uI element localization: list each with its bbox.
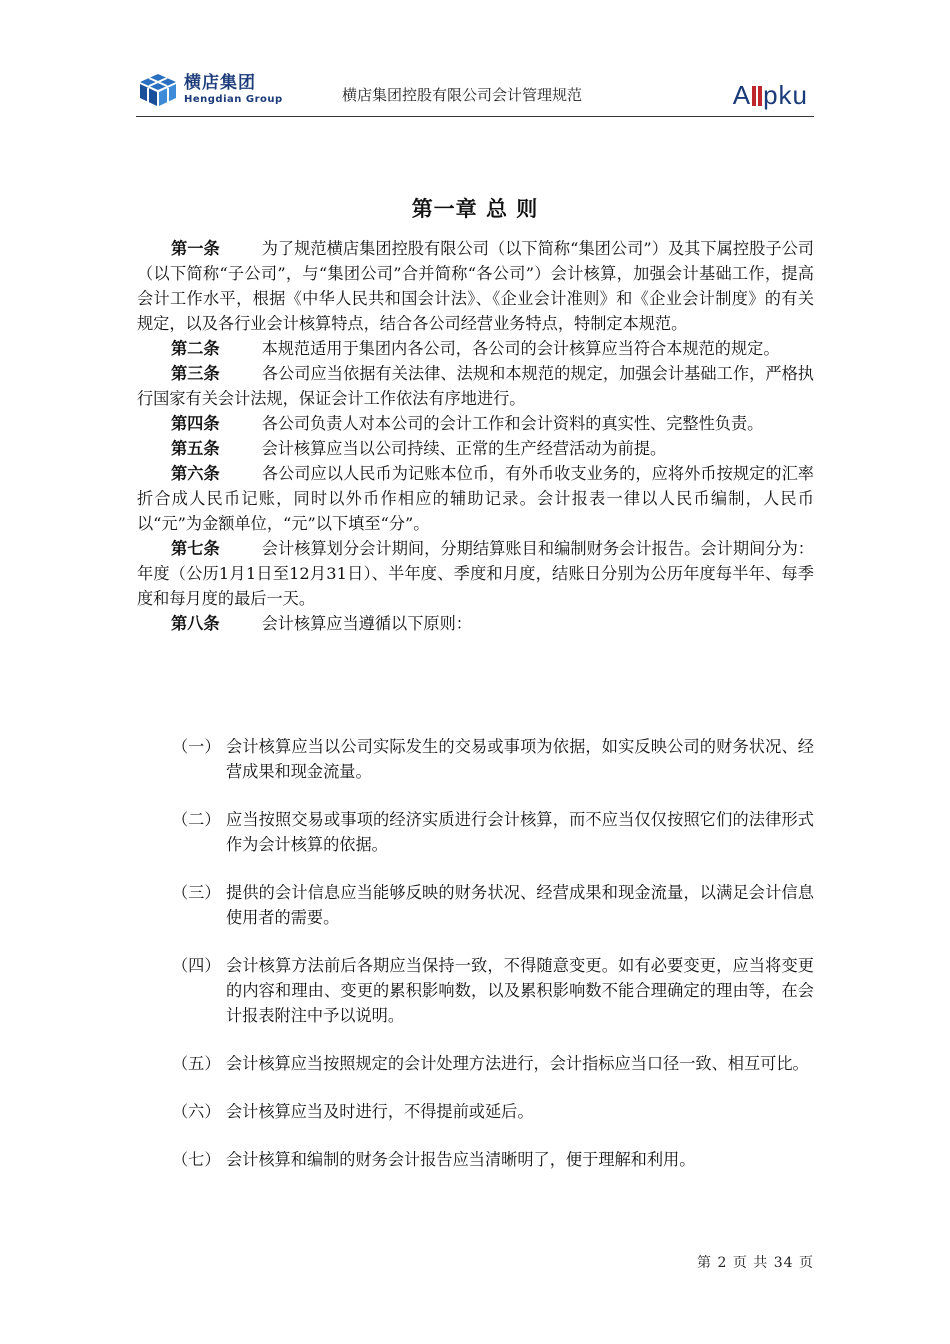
brand-letters: pku bbox=[763, 80, 808, 110]
article bbox=[137, 611, 814, 636]
article-number: 第三条 bbox=[171, 364, 220, 383]
item-text: 会计核算应当及时进行，不得提前或延后。 bbox=[226, 1102, 534, 1121]
article-text: 会计核算应当遵循以下原则： bbox=[261, 614, 472, 633]
chapter-title: 第一章 总 则 bbox=[411, 197, 539, 221]
article bbox=[137, 361, 814, 411]
item-text: 会计核算方法前后各期应当保持一致，不得随意变更。如有必要变更，应当将变更的内容和理由、变更的累积影响数，以及累积影响数不能合理确定的理由等，在会计报表附注中予以说明。 bbox=[226, 956, 814, 1025]
article-text: 会计核算应当以公司持续、正常的生产经营活动为前提。 bbox=[261, 439, 667, 458]
item-text: 会计核算应当以公司实际发生的交易或事项为依据，如实反映公司的财务状况、经营成果和现金流量。 bbox=[226, 737, 814, 781]
logo-english-name: Hengdian Group bbox=[184, 94, 283, 105]
principles-list bbox=[172, 734, 814, 1195]
article-number: 第六条 bbox=[171, 464, 220, 483]
article bbox=[137, 411, 814, 436]
list-item bbox=[172, 1051, 814, 1076]
article-text: 为了规范横店集团控股有限公司（以下简称“集团公司”）及其下属控股子公司（以下简称“子公司”，与“集团公司”合并简称“各公司”）会计核算，加强会计基础工作，提高会计工作水平，根据《中华人民共和国会计法》、《企业会计准则》和《企业会计制度》的有关规定，以及各行业会计核算特点，结合各公司经营业务特点，特制定本规范。 bbox=[137, 239, 814, 333]
item-marker: （五） bbox=[172, 1054, 221, 1073]
article bbox=[137, 461, 814, 536]
article bbox=[137, 236, 814, 336]
article-number: 第五条 bbox=[171, 439, 220, 458]
item-marker: （六） bbox=[172, 1102, 221, 1121]
hengdian-logo bbox=[136, 72, 283, 108]
articles bbox=[137, 236, 814, 636]
article-text: 本规范适用于集团内各公司，各公司的会计核算应当符合本规范的规定。 bbox=[261, 339, 780, 358]
alpku-logo bbox=[733, 82, 808, 108]
article-text: 会计核算划分会计期间，分期结算账目和编制财务会计报告。会计期间分为：年度（公历1月1日至12月31日）、半年度、季度和月度，结账日分别为公历年度每半年、每季度和每月度的最后一天。 bbox=[137, 539, 814, 608]
item-text: 应当按照交易或事项的经济实质进行会计核算，而不应当仅仅按照它们的法律形式作为会计核算的依据。 bbox=[226, 810, 814, 854]
article-text: 各公司应以人民币为记账本位币，有外币收支业务的，应将外币按规定的汇率折合成人民币记账，同时以外币作相应的辅助记录。会计报表一律以人民币编制，人民币以“元”为金额单位，“元”以下填至“分”。 bbox=[137, 464, 814, 533]
article-text: 各公司负责人对本公司的会计工作和会计资料的真实性、完整性负责。 bbox=[261, 414, 764, 433]
item-marker: （四） bbox=[172, 956, 221, 975]
article-number: 第七条 bbox=[171, 539, 220, 558]
list-item bbox=[172, 953, 814, 1028]
list-item bbox=[172, 807, 814, 857]
article-number: 第一条 bbox=[171, 239, 220, 258]
article bbox=[137, 536, 814, 611]
article bbox=[137, 336, 814, 361]
article-number: 第八条 bbox=[171, 614, 220, 633]
list-item bbox=[172, 1099, 814, 1124]
page-header bbox=[136, 66, 814, 117]
header-title: 横店集团控股有限公司会计管理规范 bbox=[342, 86, 583, 104]
item-marker: （二） bbox=[172, 810, 221, 829]
article-number: 第四条 bbox=[171, 414, 220, 433]
article-text: 各公司应当依据有关法律、法规和本规范的规定，加强会计基础工作，严格执行国家有关会计法规，保证会计工作依法有序地进行。 bbox=[137, 364, 814, 408]
brand-bar-icon bbox=[752, 86, 756, 106]
item-marker: （七） bbox=[172, 1150, 221, 1169]
item-marker: （三） bbox=[172, 883, 221, 902]
item-marker: （一） bbox=[172, 737, 221, 756]
logo-chinese-name: 横店集团 bbox=[184, 73, 256, 93]
brand-bar-icon bbox=[758, 86, 762, 106]
list-item bbox=[172, 880, 814, 930]
item-text: 会计核算应当按照规定的会计处理方法进行，会计指标应当口径一致、相互可比。 bbox=[226, 1054, 809, 1073]
brand-letter-a: A bbox=[732, 80, 752, 110]
list-item bbox=[172, 734, 814, 784]
cube-logo-icon bbox=[136, 72, 180, 108]
item-text: 提供的会计信息应当能够反映的财务状况、经营成果和现金流量，以满足会计信息使用者的需要。 bbox=[226, 883, 814, 927]
list-item bbox=[172, 1147, 814, 1172]
page-number: 第 2 页 共 34 页 bbox=[697, 1255, 814, 1271]
item-text: 会计核算和编制的财务会计报告应当清晰明了，便于理解和利用。 bbox=[226, 1150, 696, 1169]
article bbox=[137, 436, 814, 461]
article-number: 第二条 bbox=[171, 339, 220, 358]
